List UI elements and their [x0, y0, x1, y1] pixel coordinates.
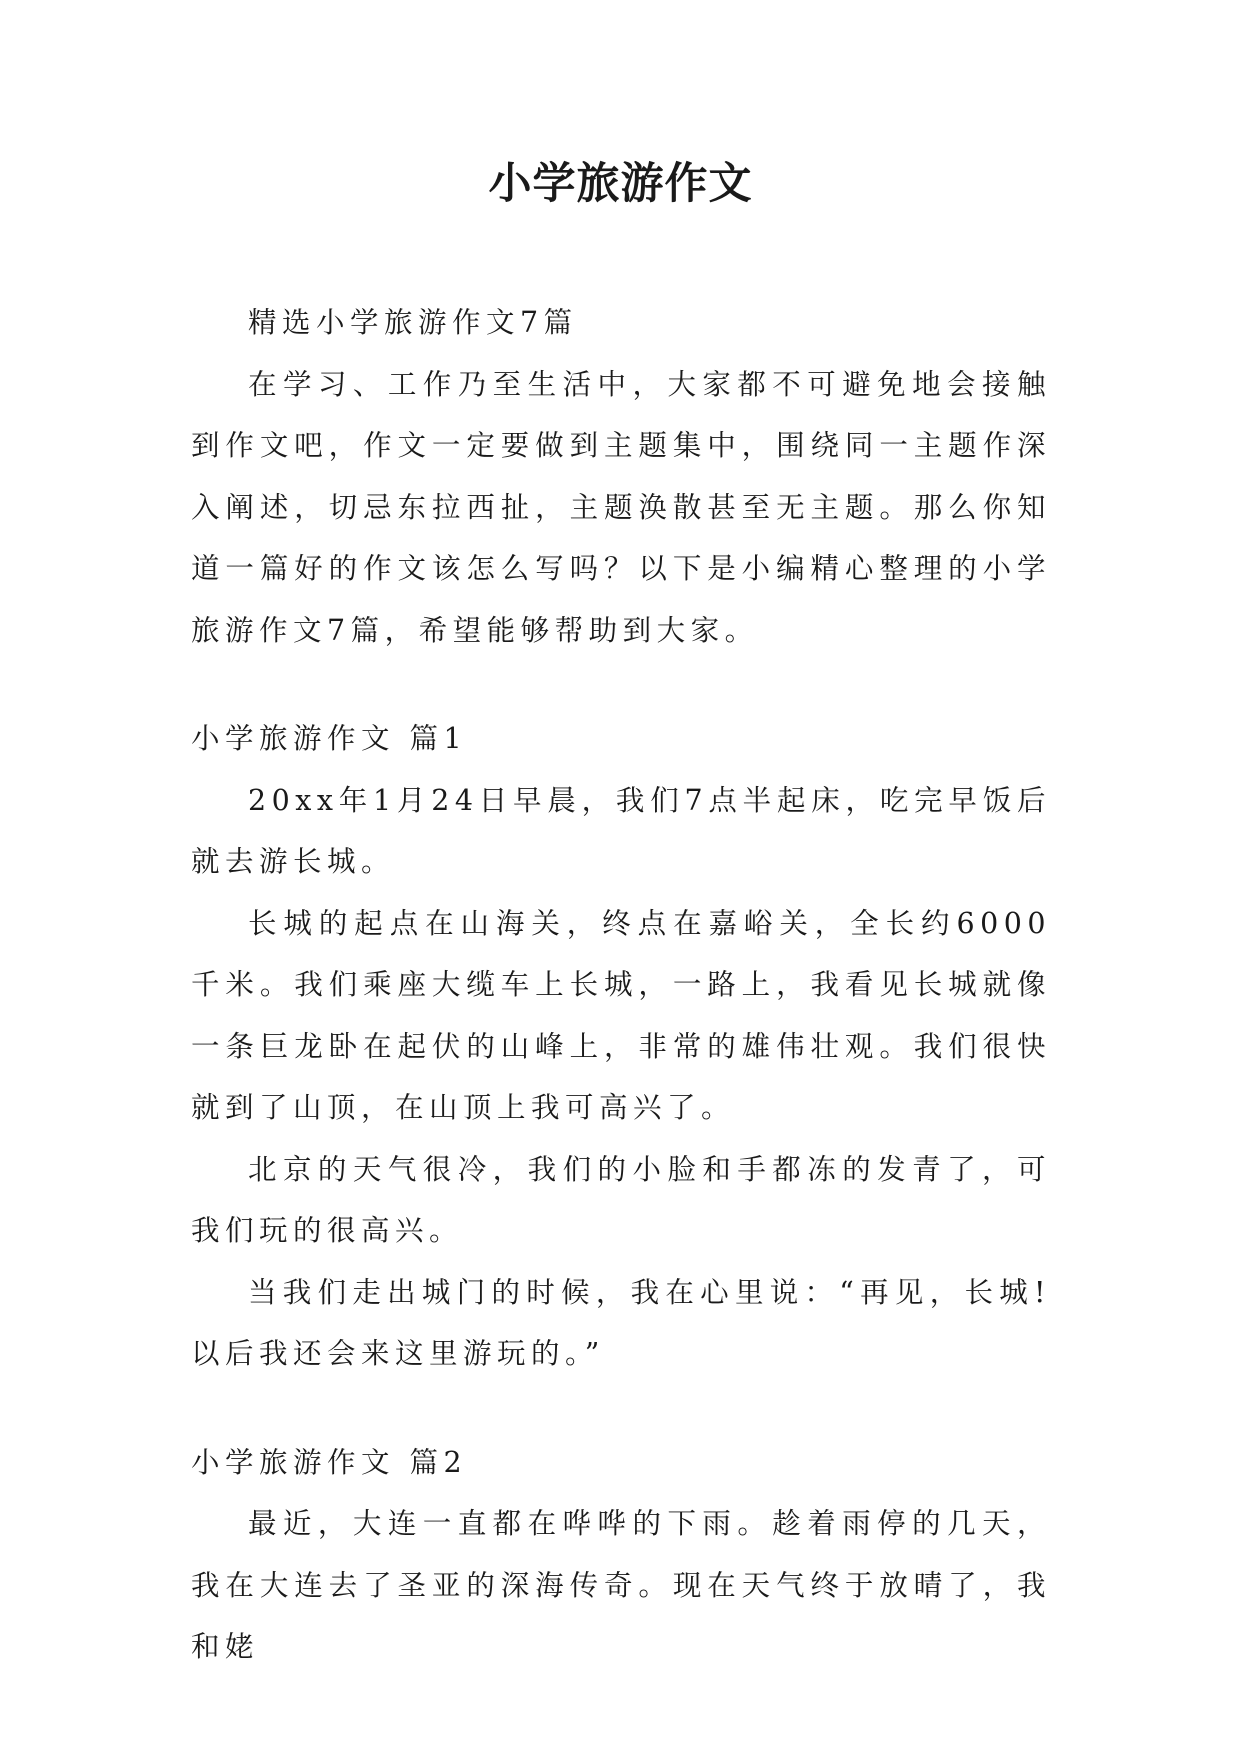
section-2-paragraph: 最近，大连一直都在哗哗的下雨。趁着雨停的几天，我在大连去了圣亚的深海传奇。现在天气终于放晴了，我和姥 [191, 1507, 1051, 1663]
intro-paragraph: 在学习、工作乃至生活中，大家都不可避免地会接触到作文吧，作文一定要做到主题集中，围绕同一主题作深入阐述，切忌东拉西扯，主题涣散甚至无主题。那么你知道一篇好的作文该怎么写吗？以下是小编精心整理的小学旅游作文7篇，希望能够帮助到大家。 [191, 367, 1051, 647]
section-1-paragraph: 20xx年1月24日早晨，我们7点半起床，吃完早饭后就去游长城。 [191, 783, 1051, 878]
document-title: 小学旅游作文 [488, 159, 753, 209]
section-1-paragraph: 长城的起点在山海关，终点在嘉峪关，全长约6000千米。我们乘座大缆车上长城，一路上，我看见长城就像一条巨龙卧在起伏的山峰上，非常的雄伟壮观。我们很快就到了山顶，在山顶上我可高兴了。 [191, 906, 1051, 1124]
section-1-paragraph: 北京的天气很冷，我们的小脸和手都冻的发青了，可我们玩的很高兴。 [191, 1152, 1051, 1247]
section-heading-1: 小学旅游作文 篇1 [191, 722, 468, 755]
intro-subtitle: 精选小学旅游作文7篇 [248, 306, 578, 339]
section-heading-2: 小学旅游作文 篇2 [191, 1445, 468, 1479]
document-body [191, 292, 1051, 1678]
section-1-paragraph: 当我们走出城门的时候，我在心里说：“再见，长城!以后我还会来这里游玩的。” [191, 1275, 1051, 1370]
